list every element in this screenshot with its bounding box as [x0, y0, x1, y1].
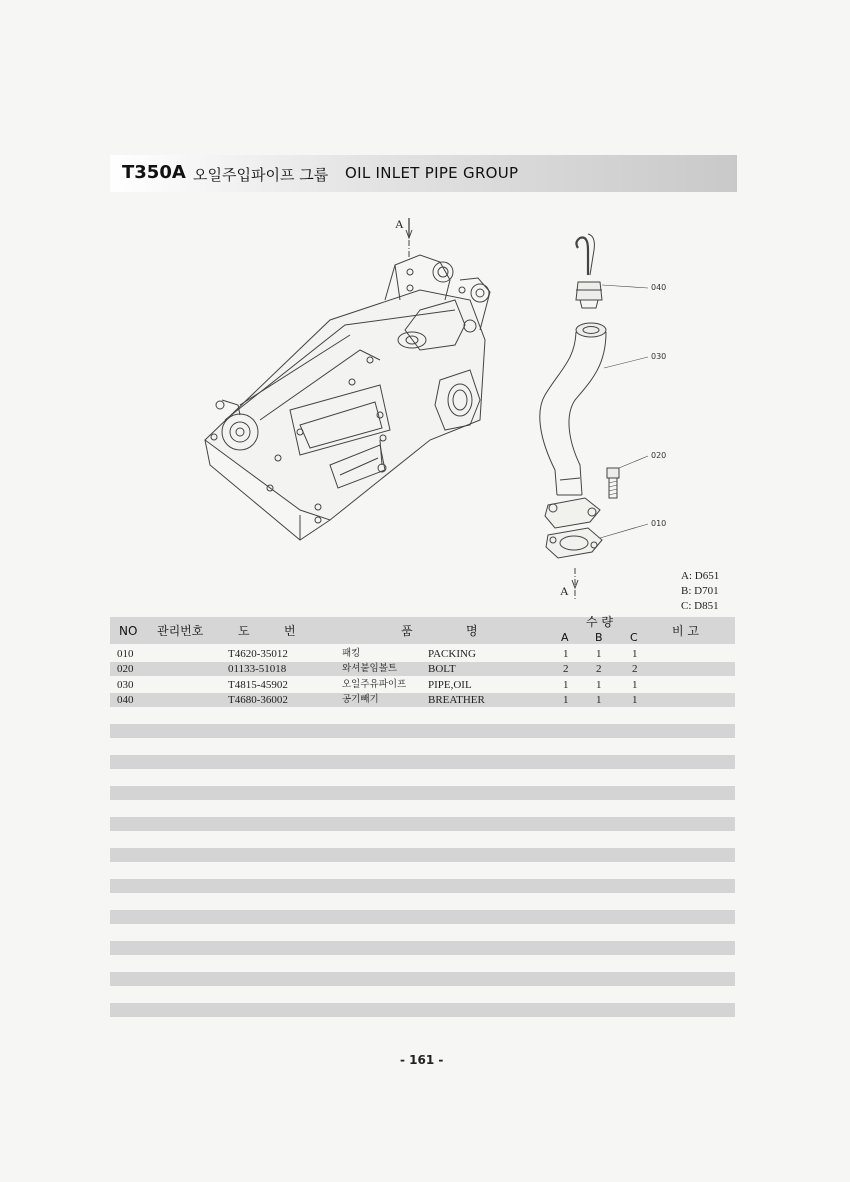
empty-row-stripe	[110, 972, 735, 986]
empty-row-stripe	[110, 755, 735, 769]
empty-row-stripe	[110, 848, 735, 862]
cell-qty-c: 2	[632, 663, 638, 675]
cell-part-no: T4680-36002	[228, 694, 288, 706]
group-title-korean: 오일주입파이프 그룹	[193, 166, 329, 184]
cell-qty-b: 1	[596, 648, 602, 660]
row-band	[110, 693, 735, 707]
callout-020: 020	[651, 451, 667, 460]
cell-qty-b: 2	[596, 663, 602, 675]
cell-qty-c: 1	[632, 694, 638, 706]
empty-row-stripe	[110, 1003, 735, 1017]
cell-qty-a: 1	[563, 694, 569, 706]
model-note-c: C: D851	[681, 600, 719, 612]
empty-row-stripe	[110, 879, 735, 893]
cell-qty-c: 1	[632, 679, 638, 691]
axis-label-bottom: A	[560, 584, 569, 598]
cell-part-no: T4620-35012	[228, 648, 288, 660]
cell-qty-a: 1	[563, 679, 569, 691]
header-quantity: 수 량	[586, 615, 613, 629]
header-mgmt-no: 관리번호	[157, 624, 204, 638]
empty-row-stripe	[110, 817, 735, 831]
cell-no: 020	[117, 663, 134, 675]
empty-row-stripe	[110, 910, 735, 924]
parts-table-header	[110, 617, 735, 644]
cell-name-ko: 공기빼기	[342, 694, 379, 705]
header-qty-a: A	[561, 631, 569, 644]
cell-name-ko: 와셔붙임볼트	[342, 663, 398, 674]
header-remarks: 비 고	[672, 624, 699, 638]
cell-no: 040	[117, 694, 134, 706]
model-note-b: B: D701	[681, 585, 719, 597]
model-note-a: A: D651	[681, 570, 720, 582]
cell-name-en: PIPE,OIL	[428, 679, 472, 691]
cell-qty-a: 1	[563, 648, 569, 660]
header-name-1: 품	[401, 624, 413, 638]
axis-label-top: A	[395, 217, 404, 231]
header-part-no-1: 도	[238, 624, 250, 638]
empty-row-stripe	[110, 786, 735, 800]
cell-qty-c: 1	[632, 648, 638, 660]
cell-qty-a: 2	[563, 663, 569, 675]
row-band	[110, 662, 735, 676]
callout-030: 030	[651, 352, 667, 361]
cell-no: 030	[117, 679, 134, 691]
callout-040: 040	[651, 283, 667, 292]
group-title-english: OIL INLET PIPE GROUP	[345, 164, 519, 182]
cell-part-no: T4815-45902	[228, 679, 288, 691]
header-qty-b: B	[595, 631, 603, 644]
cell-qty-b: 1	[596, 679, 602, 691]
empty-row-stripe	[110, 724, 735, 738]
page-number: - 161 -	[400, 1053, 444, 1067]
callout-010: 010	[651, 519, 667, 528]
empty-row-stripe	[110, 941, 735, 955]
header-no: NO	[119, 624, 138, 638]
group-code: T350A	[122, 162, 186, 183]
header-name-2: 명	[466, 624, 478, 638]
cell-name-en: PACKING	[428, 648, 476, 660]
cell-name-en: BOLT	[428, 663, 456, 675]
cell-name-ko: 패킹	[342, 648, 361, 659]
cell-name-ko: 오일주유파이프	[342, 679, 407, 690]
cell-qty-b: 1	[596, 694, 602, 706]
header-qty-c: C	[630, 631, 638, 644]
cell-no: 010	[117, 648, 134, 660]
cell-part-no: 01133-51018	[228, 663, 287, 675]
cell-name-en: BREATHER	[428, 694, 485, 706]
header-part-no-2: 번	[284, 624, 296, 638]
